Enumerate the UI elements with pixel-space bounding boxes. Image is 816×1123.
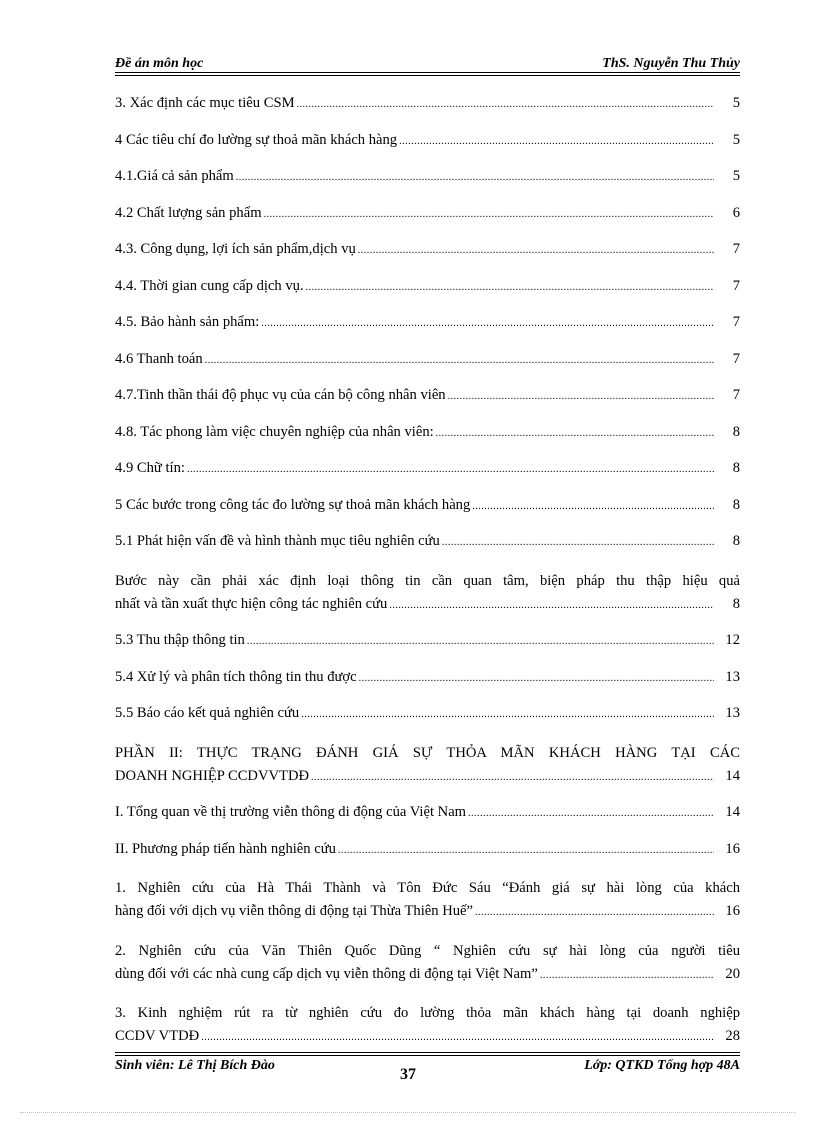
- toc-leader: [448, 387, 714, 407]
- toc-entry-page: 16: [725, 840, 740, 857]
- toc-leader: [297, 95, 714, 115]
- toc-entry-multiline: [115, 740, 740, 788]
- footer-rule: [115, 1052, 740, 1056]
- toc-entry: [115, 93, 740, 115]
- toc-entry-page: 8: [732, 460, 740, 476]
- toc-entry-title-line2: nhất và tần xuất thực hiện công tác nghiên cứu: [115, 595, 388, 612]
- toc-leader: [399, 132, 714, 152]
- toc-entry: [115, 239, 740, 261]
- toc-leader: [540, 966, 714, 986]
- toc-entry-title: 4.7.Tinh thần thái độ phục vụ của cán bộ công nhân viên: [115, 387, 446, 403]
- toc-entry-page: 12: [725, 632, 740, 648]
- toc-entry-page: 7: [732, 314, 740, 330]
- toc-entry-title: 5.4 Xử lý và phân tích thông tin thu được: [115, 668, 357, 685]
- toc-leader: [475, 903, 714, 923]
- toc-entry-title-line2: hàng đối với dịch vụ viễn thông di động tại Thừa Thiên Huế”: [115, 903, 473, 919]
- toc-entry-title: II. Phương pháp tiến hành nghiên cứu: [115, 840, 336, 857]
- toc-leader: [236, 168, 714, 188]
- toc-leader: [261, 314, 714, 334]
- toc-leader: [264, 205, 714, 225]
- toc-entry-page: 5: [732, 131, 740, 148]
- toc-entry-title-line2: DOANH NGHIỆP CCDVVTDĐ: [115, 767, 310, 784]
- toc-entry-title: 5 Các bước trong công tác đo lường sự thoả mãn khách hàng: [115, 496, 471, 513]
- toc-entry: [115, 839, 740, 861]
- page-header: [115, 46, 740, 72]
- toc-entry-title-line1: 1. Nghiên cứu của Hà Thái Thành và Tôn Đức Sáu “Đánh giá sự hài lòng của khách: [115, 880, 740, 896]
- toc-leader: [301, 705, 714, 725]
- toc-entry: [115, 667, 740, 689]
- page-edge-dotted-line: [20, 1112, 796, 1113]
- table-of-contents: [115, 93, 740, 1063]
- toc-leader: [358, 241, 714, 261]
- page-number: 37: [400, 1066, 416, 1083]
- toc-entry-title: 5.1 Phát hiện vấn đề và hình thành mục tiêu nghiên cứu: [115, 533, 440, 549]
- toc-entry-title-line1: Bước này cần phải xác định loại thông tin cần quan tâm, biện pháp thu thập hiệu quả: [115, 572, 740, 589]
- toc-entry-page: 6: [732, 204, 740, 221]
- toc-entry-title: 4.9 Chữ tín:: [115, 460, 185, 476]
- toc-entry-page: 13: [725, 705, 740, 721]
- toc-entry-page: 8: [732, 423, 740, 440]
- toc-entry-multiline: [115, 1000, 740, 1048]
- toc-entry-page: 8: [732, 496, 740, 513]
- toc-entry-title: 3. Xác định các mục tiêu CSM: [115, 95, 295, 111]
- toc-leader: [187, 460, 714, 480]
- toc-entry-page: 7: [732, 277, 740, 294]
- toc-leader: [311, 768, 714, 788]
- toc-entry: [115, 422, 740, 444]
- toc-leader: [468, 804, 714, 824]
- toc-entry-title-line1: 3. Kinh nghiệm rút ra từ nghiên cứu đo lường thỏa mãn khách hàng tại doanh nghiệp: [115, 1005, 740, 1021]
- toc-entry: [115, 130, 740, 152]
- toc-leader: [359, 669, 714, 689]
- toc-entry-page: 16: [725, 903, 740, 919]
- toc-leader: [442, 533, 714, 553]
- toc-entry: [115, 312, 740, 334]
- toc-entry-page: 5: [732, 168, 740, 184]
- toc-entry-multiline: [115, 875, 740, 923]
- toc-leader: [201, 1028, 714, 1048]
- toc-entry-title: 5.3 Thu thập thông tin: [115, 632, 245, 648]
- toc-entry-page: 5: [732, 95, 740, 111]
- toc-leader: [205, 351, 714, 371]
- toc-entry-title: I. Tổng quan về thị trường viễn thông di động của Việt Nam: [115, 804, 467, 820]
- toc-entry-title-line2: CCDV VTDĐ: [115, 1028, 200, 1044]
- toc-entry: [115, 203, 740, 225]
- toc-leader: [306, 278, 714, 298]
- toc-entry-title: 4 Các tiêu chí đo lường sự thoả mãn khách hàng: [115, 131, 398, 148]
- toc-entry-title: 4.4. Thời gian cung cấp dịch vụ.: [115, 277, 304, 294]
- toc-entry-page: 14: [725, 804, 740, 820]
- toc-entry: [115, 385, 740, 407]
- toc-entry: [115, 703, 740, 725]
- toc-entry: [115, 166, 740, 188]
- toc-entry-title-line1: PHẦN II: THỰC TRẠNG ĐÁNH GIÁ SỰ THỎA MÃN KHÁCH HÀNG TẠI CÁC: [115, 744, 740, 761]
- toc-entry-page: 14: [725, 767, 740, 784]
- toc-entry-title: 4.2 Chất lượng sản phẩm: [115, 204, 262, 221]
- toc-leader: [247, 632, 714, 652]
- toc-entry-title: 4.8. Tác phong làm việc chuyên nghiệp của nhân viên:: [115, 423, 434, 440]
- toc-entry-multiline: [115, 568, 740, 616]
- toc-entry-page: 8: [732, 595, 740, 612]
- toc-entry: [115, 349, 740, 371]
- toc-leader: [436, 424, 714, 444]
- header-course-title: Đề án môn học: [115, 56, 204, 71]
- toc-entry: [115, 802, 740, 824]
- header-instructor: ThS. Nguyễn Thu Thủy: [602, 56, 740, 71]
- toc-entry-page: 8: [732, 533, 740, 549]
- toc-entry-title: 4.6 Thanh toán: [115, 350, 203, 367]
- toc-leader: [338, 841, 714, 861]
- toc-entry: [115, 495, 740, 517]
- toc-entry-page: 7: [732, 387, 740, 403]
- header-rule: [115, 72, 740, 76]
- toc-entry-multiline: [115, 938, 740, 986]
- toc-entry-title: 5.5 Báo cáo kết quả nghiên cứu: [115, 705, 300, 721]
- footer-student: Sinh viên: Lê Thị Bích Đào: [115, 1058, 275, 1073]
- toc-entry-page: 13: [725, 668, 740, 685]
- toc-entry-title: 4.5. Bảo hành sản phẩm:: [115, 314, 260, 330]
- toc-entry-title: 4.3. Công dụng, lợi ích sản phẩm,dịch vụ: [115, 241, 356, 257]
- toc-leader: [389, 596, 714, 616]
- footer-class: Lớp: QTKD Tổng hợp 48A: [584, 1058, 740, 1073]
- toc-entry-page: 20: [725, 965, 740, 982]
- toc-entry-title-line2: dùng đối với các nhà cung cấp dịch vụ viễn thông di động tại Việt Nam”: [115, 965, 538, 982]
- toc-entry-title: 4.1.Giá cả sản phẩm: [115, 168, 234, 184]
- toc-entry: [115, 531, 740, 553]
- toc-entry-page: 28: [725, 1028, 740, 1044]
- toc-entry-page: 7: [732, 350, 740, 367]
- toc-entry: [115, 276, 740, 298]
- toc-entry-title-line1: 2. Nghiên cứu của Văn Thiên Quốc Dũng “ Nghiên cứu sự hài lòng của người tiêu: [115, 942, 740, 959]
- toc-entry: [115, 458, 740, 480]
- toc-entry: [115, 630, 740, 652]
- toc-entry-page: 7: [732, 241, 740, 257]
- toc-leader: [472, 497, 714, 517]
